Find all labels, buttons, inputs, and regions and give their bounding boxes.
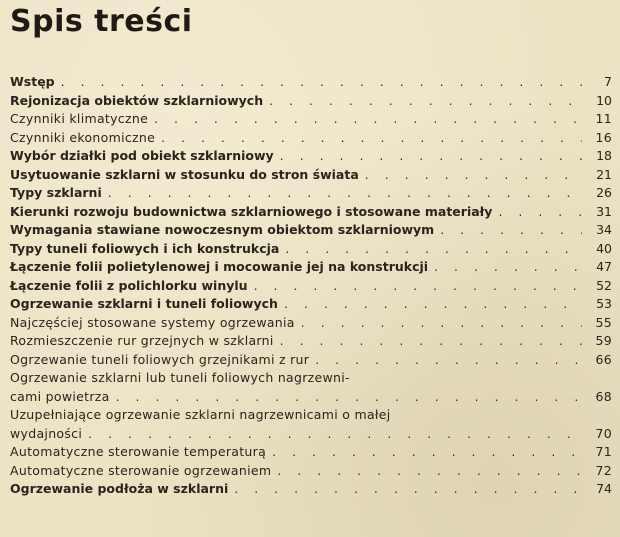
toc-entry [10, 277, 612, 296]
toc-entry [10, 184, 612, 203]
toc-entry [10, 314, 612, 333]
toc-entry-row [10, 92, 612, 111]
dot-leader [284, 295, 582, 314]
toc-entry-title: Automatyczne sterowanie ogrzewaniem [10, 462, 272, 478]
toc-entry [10, 203, 612, 222]
toc-entry-page: 52 [596, 277, 612, 293]
toc-entry [10, 406, 612, 443]
toc-entry-row [10, 277, 612, 296]
toc-entry [10, 462, 612, 481]
toc-entry-page: 40 [596, 240, 612, 256]
toc-entry-title: Wstęp [10, 74, 55, 89]
toc-entry-page: 74 [596, 481, 612, 496]
toc-entry-title-continued: wydajności [10, 425, 83, 441]
toc-entry [10, 332, 612, 351]
dot-leader [434, 258, 582, 277]
toc-entry-page: 18 [596, 148, 612, 163]
dot-leader [280, 147, 582, 166]
toc-entry-title: Rozmieszczenie rur grzejnych w szklarni [10, 333, 274, 348]
toc-entry-row [10, 480, 612, 499]
toc-entry-title: Łączenie folii polietylenowej i mocowanie jej na konstrukcji [10, 259, 429, 274]
toc-entry-title: Uzupełniające ogrzewanie szklarni nagrzewnicami o małej [10, 407, 391, 422]
toc-entry [10, 443, 612, 462]
toc-entry-row [10, 147, 612, 166]
toc-entry-page: 21 [596, 166, 612, 182]
toc-entry-row [10, 166, 612, 185]
toc-entry [10, 240, 612, 259]
toc-entry-row [10, 332, 612, 351]
toc-entry-title: Automatyczne sterowanie temperaturą [10, 444, 267, 459]
toc-entry-title: Wymagania stawiane nowoczesnym obiektom szklarniowym [10, 222, 435, 237]
toc-entry-title: Usytuowanie szklarni w stosunku do stron świata [10, 166, 359, 182]
toc-entry-title: Rejonizacja obiektów szklarniowych [10, 92, 264, 108]
toc-entry-title: Najczęściej stosowane systemy ogrzewania [10, 314, 295, 330]
dot-leader [269, 92, 582, 111]
toc-entry-row [10, 314, 612, 333]
toc-entry-row [10, 295, 612, 314]
toc-entry-page: 68 [595, 388, 612, 404]
toc-entry-page: 72 [595, 462, 612, 478]
toc-entry-row [10, 73, 612, 92]
toc-entry-row [10, 462, 612, 481]
toc-entry-title: Kierunki rozwoju budownictwa szklarniowego i stosowane materiały [10, 203, 493, 219]
dot-leader [272, 443, 582, 462]
toc-entry-row [10, 425, 612, 444]
toc-entry-page: 47 [596, 259, 612, 274]
toc-entry [10, 480, 612, 499]
toc-entry [10, 110, 612, 129]
toc-entry [10, 129, 612, 148]
dot-leader [285, 240, 582, 259]
toc-entry-title: Czynniki ekonomiczne [10, 129, 156, 145]
toc-entry-title-continued: cami powietrza [10, 388, 110, 404]
toc-entry-title: Ogrzewanie szklarni i tuneli foliowych [10, 296, 278, 311]
dot-leader [116, 388, 582, 407]
dot-leader [88, 425, 582, 444]
toc-entry [10, 295, 612, 314]
toc-entry-row [10, 258, 612, 277]
toc-entry [10, 221, 612, 240]
dot-leader [108, 184, 582, 203]
dot-leader [365, 166, 582, 185]
toc-entry-title: Ogrzewanie szklarni lub tuneli foliowych nagrzewni- [10, 370, 350, 385]
toc-entry-page: 10 [596, 92, 612, 108]
toc-entry-page: 16 [595, 129, 612, 145]
toc-entry-page: 26 [596, 185, 612, 200]
toc-entry-row [10, 221, 612, 240]
toc-entry [10, 73, 612, 92]
toc-entry-row [10, 388, 612, 407]
dot-leader [315, 351, 582, 370]
toc-entry-title: Czynniki klimatyczne [10, 111, 149, 126]
table-of-contents [10, 73, 612, 499]
toc-entry [10, 369, 612, 406]
dot-leader [277, 462, 582, 481]
toc-entry-row [10, 129, 612, 148]
dot-leader [254, 277, 582, 296]
toc-entry-page: 31 [596, 203, 612, 219]
toc-entry [10, 92, 612, 111]
toc-entry-page: 59 [595, 333, 612, 348]
dot-leader [498, 203, 582, 222]
toc-entry-page: 55 [595, 314, 612, 330]
toc-entry-row [10, 240, 612, 259]
dot-leader [234, 480, 582, 499]
dot-leader [440, 221, 582, 240]
toc-entry [10, 258, 612, 277]
toc-entry-row [10, 351, 612, 370]
toc-entry-row [10, 443, 612, 462]
toc-entry-row [10, 203, 612, 222]
toc-entry-row [10, 184, 612, 203]
toc-entry-title: Typy szklarni [10, 185, 102, 200]
toc-entry-title: Typy tuneli foliowych i ich konstrukcja [10, 240, 280, 256]
page-title: Spis treści [10, 4, 193, 39]
toc-entry [10, 351, 612, 370]
toc-entry-page: 66 [595, 351, 612, 367]
toc-entry-title: Ogrzewanie podłoża w szklarni [10, 481, 229, 496]
toc-entry-page: 34 [596, 222, 612, 237]
toc-entry-page: 53 [596, 296, 612, 311]
toc-entry-title: Łączenie folii z polichlorku winylu [10, 277, 248, 293]
toc-entry-page: 11 [595, 111, 612, 126]
toc-entry-page: 70 [595, 425, 612, 441]
toc-entry [10, 166, 612, 185]
dot-leader [301, 314, 582, 333]
dot-leader [154, 110, 582, 129]
toc-entry-page: 71 [595, 444, 612, 459]
toc-entry-title: Wybór działki pod obiekt szklarniowy [10, 148, 274, 163]
toc-entry [10, 147, 612, 166]
dot-leader [161, 129, 582, 148]
toc-entry-page: 7 [604, 74, 612, 89]
dot-leader [61, 73, 582, 92]
toc-entry-title: Ogrzewanie tuneli foliowych grzejnikami z rur [10, 351, 310, 367]
dot-leader [280, 332, 582, 351]
toc-entry-row [10, 110, 612, 129]
